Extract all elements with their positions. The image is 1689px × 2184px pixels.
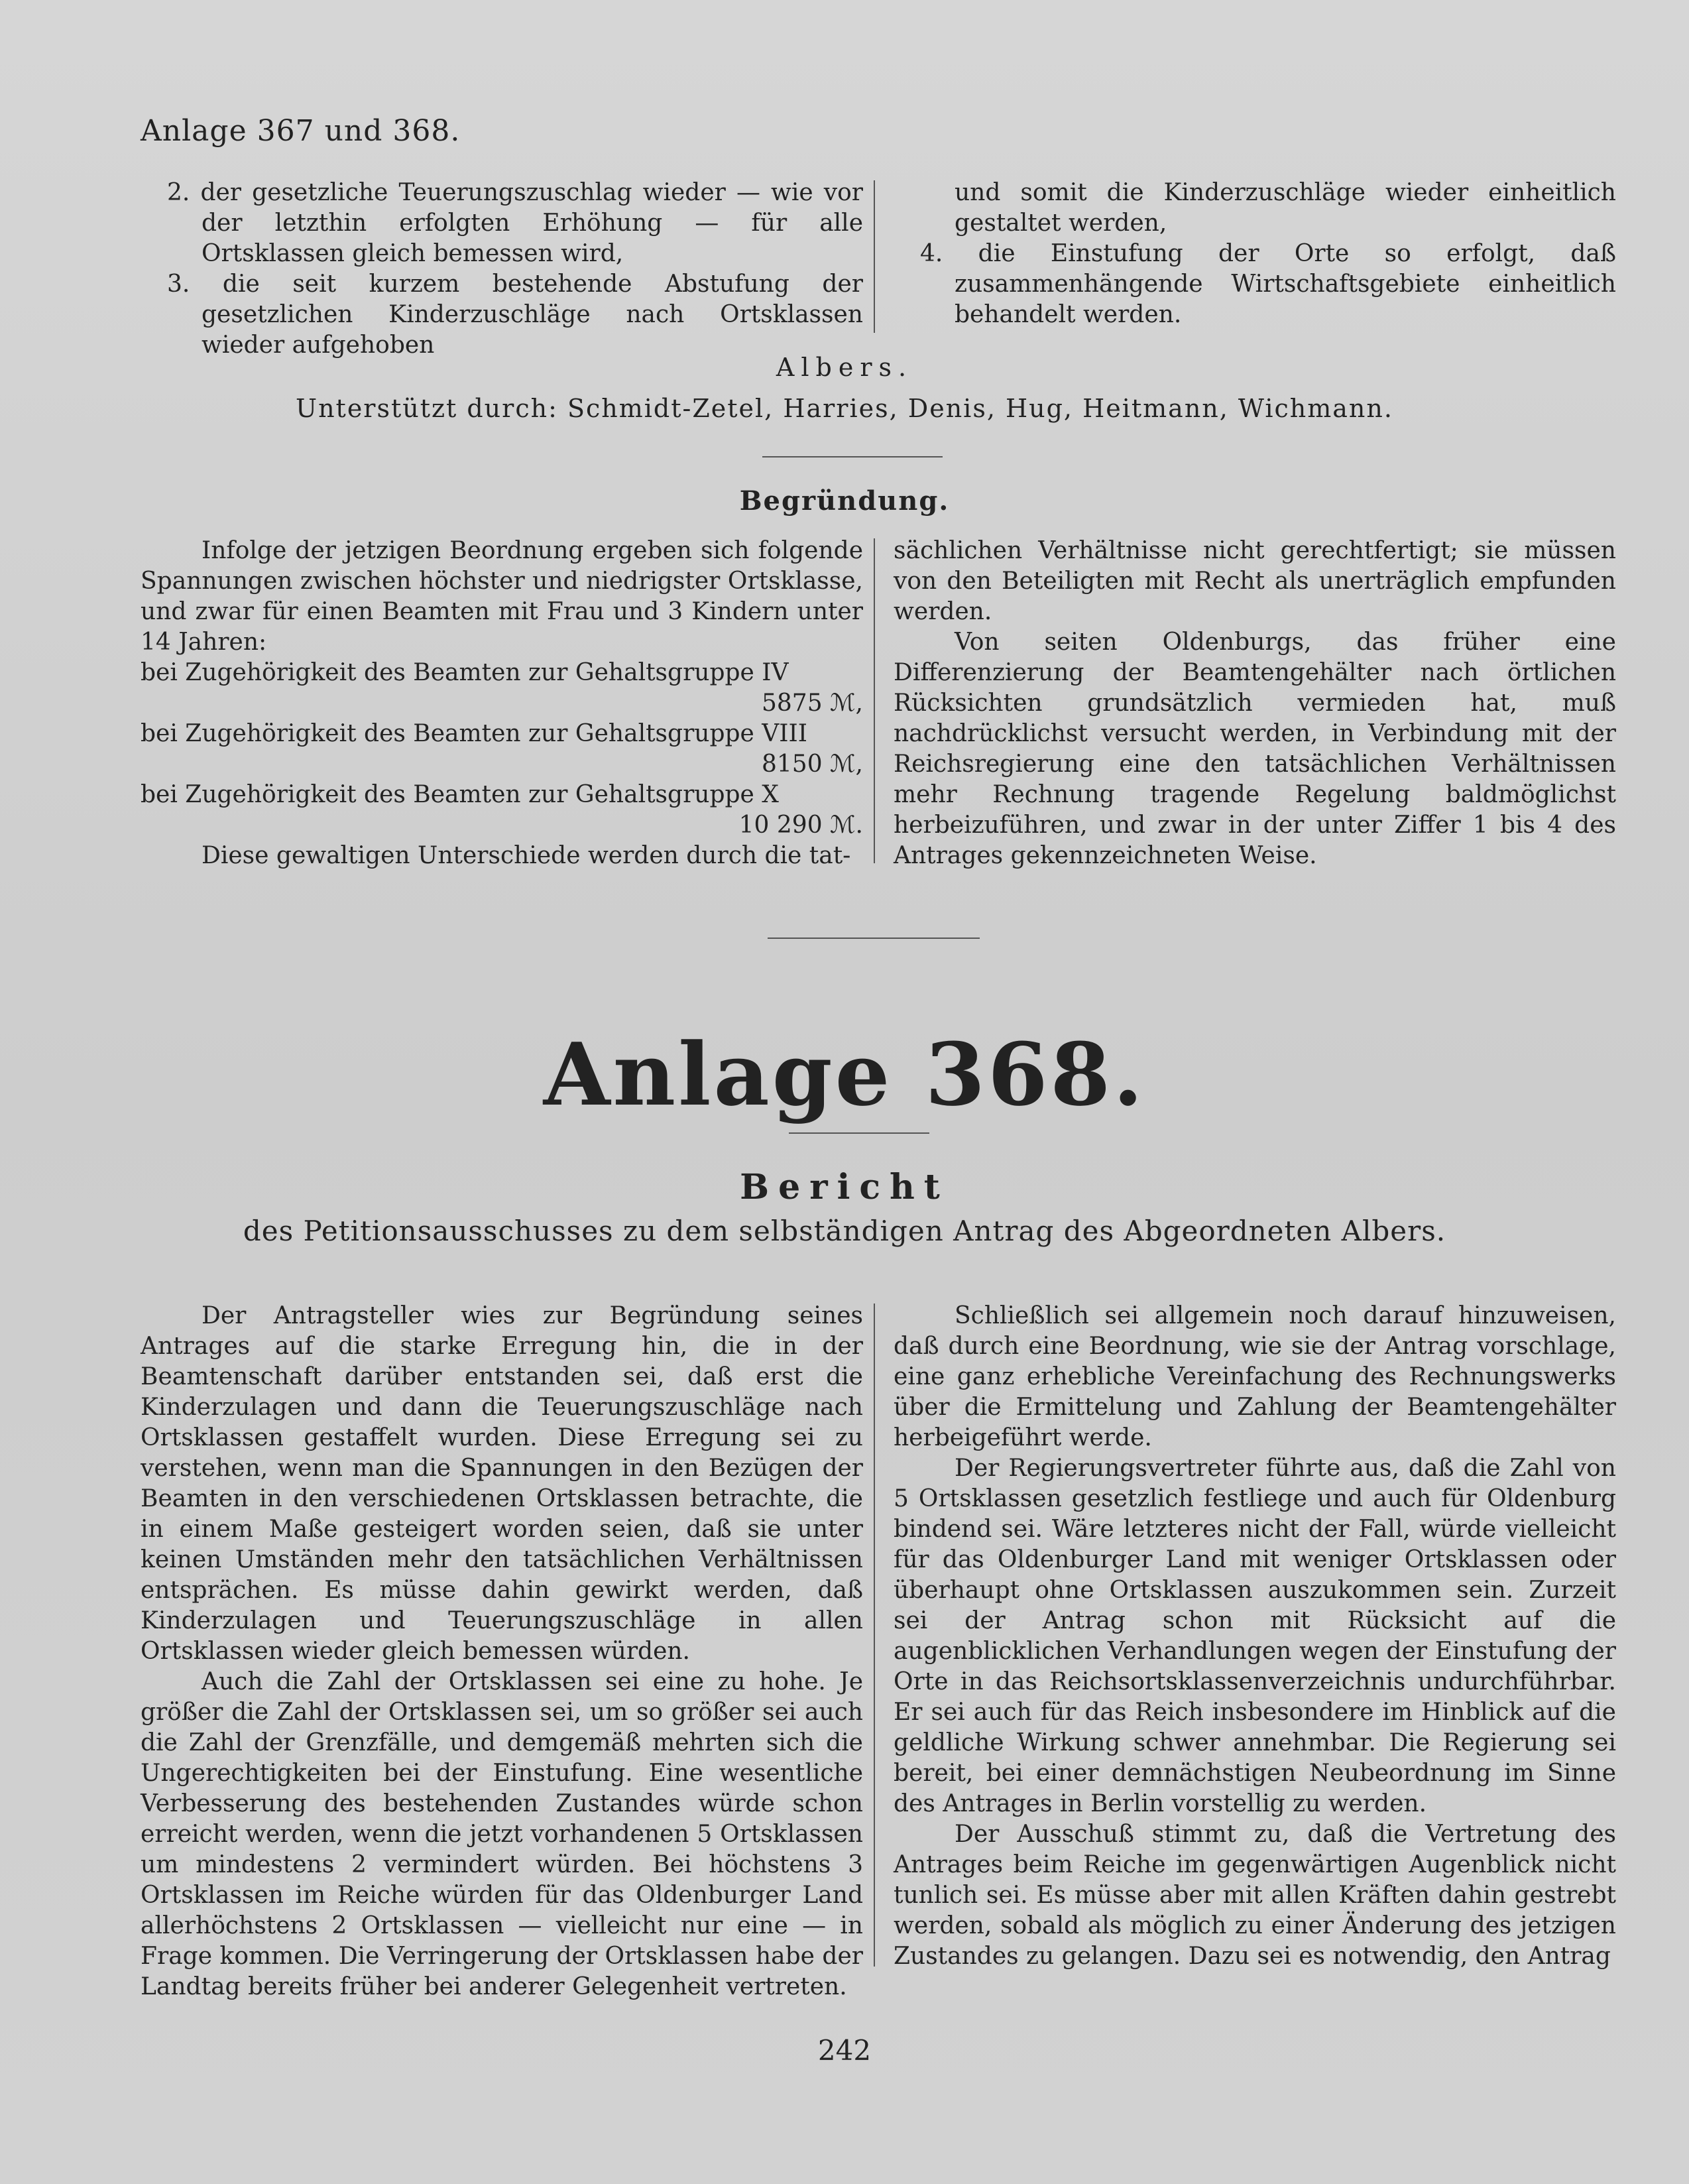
list-item-3-continued: und somit die Kinderzuschläge wieder einheitlich gestaltet werden, [955,179,1616,237]
top-left-column [141,178,863,361]
top-right-column [894,178,1616,361]
list-item-4: 4. die Einstufung der Orte so erfolgt, daß zusammenhängende Wirtschaftsgebiete einheitlich behandelt werden. [920,240,1616,328]
list-item-2: 2. der gesetzliche Teuerungszuschlag wieder — wie vor der letzthin erfolgten Erhöhung — für alle Ortsklassen gleich bemessen wird, [167,179,863,267]
title-rule [789,1132,929,1134]
bericht-left-p2: Auch die Zahl der Ortsklassen sei eine zu hohe. Je größer die Zahl der Ortsklassen sei, um so größer sei auch die Zahl der Grenzfälle, und demgemäß mehrten sich die Ungerechtigkeiten bei der Einstufung. Eine wesentliche Verbesserung des bestehenden Zustandes würde schon erreicht werden, wenn die jetzt vorhandenen 5 Ortsklassen um mindestens 2 vermindert würden. Bei höchstens 3 Ortsklassen im Reiche würden für das Oldenburger Land allerhöchstens 2 Ortsklassen — vielleicht nur eine — in Frage kommen. Die Verringerung der Ortsklassen habe der Landtag bereits früher bei anderer Gelegenheit vertreten. [141,1668,863,2000]
begruendung-right-p1: sächlichen Verhältnisse nicht gerechtfertigt; sie müssen von den Beteiligten mit Recht als unerträglich empfunden werden. [894,537,1616,625]
bericht-subtitle: des Petitionsausschusses zu dem selbständigen Antrag des Abgeordneten Albers. [243,1215,1446,1247]
top-items-columns [141,178,1616,361]
anlage-title: Anlage 368. [543,1024,1146,1125]
column-divider-bericht [874,1304,875,1967]
begruendung-closing: Diese gewaltigen Unterschiede werden durch die tat- [202,842,851,869]
salary-amount-x: 10 290 ℳ. [738,812,863,839]
bericht-right-p1: Schließlich sei allgemein noch darauf hinzuweisen, daß durch eine Beordnung, wie sie der Antrag vorschlage, eine ganz erhebliche Vereinfachung des Rechnungswerks über die Ermittelung und Zahlung der Beamtengehälter herbeigeführt werde. [894,1302,1616,1451]
supporters-line: Unterstützt durch: Schmidt-Zetel, Harries, Denis, Hug, Heitmann, Wichmann. [296,394,1393,423]
bericht-right-p2: Der Regierungsvertreter führte aus, daß die Zahl von 5 Ortsklassen gesetzlich festliege und auch für Oldenburg bindend sei. Wäre letzteres nicht der Fall, würde vielleicht für das Oldenburger Land mit weniger Ortsklassen oder überhaupt ohne Ortsklassen auszukommen sein. Zurzeit sei der Antrag schon mit Rücksicht auf die augenblicklichen Verhandlungen wegen der Einstufung der Orte in das Reichsortsklassenverzeichnis undurchführbar. Er sei auch für das Reich insbesondere im Hinblick auf die geldliche Wirkung schwer annehmbar. Die Regierung sei bereit, bei einer demnächstigen Neubeordnung im Sinne des Antrages in Berlin vorstellig zu werden. [894,1455,1616,1817]
page-number: 242 [817,2034,872,2067]
bericht-columns [141,1301,1616,2002]
bericht-left-column [141,1301,863,2002]
bericht-right-p3: Der Ausschuß stimmt zu, daß die Vertretung des Antrages beim Reiche im gegenwärtigen Augenblick nicht tunlich sei. Es müsse aber mit allen Kräften dahin gestrebt werden, sobald als möglich zu einer Änderung des jetzigen Zustandes zu gelangen. Dazu sei es notwendig, den Antrag [894,1821,1616,1970]
salary-line-x: bei Zugehörigkeit des Beamten zur Gehaltsgruppe X [141,781,779,808]
bericht-heading: Bericht [740,1167,949,1207]
salary-line-viii: bei Zugehörigkeit des Beamten zur Gehaltsgruppe VIII [141,720,807,747]
section-heading-begruendung: Begründung. [739,485,950,516]
bericht-left-p1: Der Antragsteller wies zur Begründung seines Antrages auf die starke Erregung hin, die in der Beamtenschaft darüber entstanden sei, daß erst die Kinderzulagen und dann die Teuerungszuschläge nach Ortsklassen gestaffelt wurden. Diese Erregung sei zu verstehen, wenn man die Spannungen in den Bezügen der Beamten in den verschiedenen Ortsklassen betrachte, die in einem Maße gesteigert worden seien, daß sie unter keinen Umständen mehr den tatsächlichen Verhältnissen entsprächen. Es müsse dahin gewirkt werden, daß Kinderzulagen und Teuerungszuschläge in allen Ortsklassen wieder gleich bemessen würden. [141,1302,863,1665]
salary-amount-viii: 8150 ℳ, [762,751,863,778]
signature: Albers. [776,353,913,382]
salary-amount-iv: 5875 ℳ, [762,690,863,717]
begruendung-intro: Infolge der jetzigen Beordnung ergeben sich folgende Spannungen zwischen höchster und niedrigster Ortsklasse, und zwar für einen Beamten mit Frau und 3 Kindern unter 14 Jahren: [141,537,863,656]
list-item-3: 3. die seit kurzem bestehende Abstufung der gesetzlichen Kinderzuschläge nach Ortsklassen wieder aufgehoben [167,271,863,359]
section-rule [768,938,980,939]
bericht-right-column [894,1301,1616,2002]
begruendung-right-p2: Von seiten Oldenburgs, das früher eine Differenzierung der Beamtengehälter nach örtlichen Rücksichten grundsätzlich vermieden hat, muß nachdrücklichst versucht werden, in Verbindung mit der Reichsregierung eine den tatsächlichen Verhältnissen mehr Rechnung tragende Regelung baldmöglichst herbeizuführen, und zwar in der unter Ziffer 1 bis 4 des Antrages gekennzeichneten Weise. [894,629,1616,869]
column-divider-begruendung [874,538,875,863]
column-divider-top [874,180,875,333]
begruendung-right-column [894,536,1616,871]
begruendung-columns [141,536,1616,871]
salary-line-iv: bei Zugehörigkeit des Beamten zur Gehaltsgruppe IV [141,659,789,686]
divider-rule [762,456,943,457]
begruendung-left-column [141,536,863,871]
page-header: Anlage 367 und 368. [141,114,461,148]
